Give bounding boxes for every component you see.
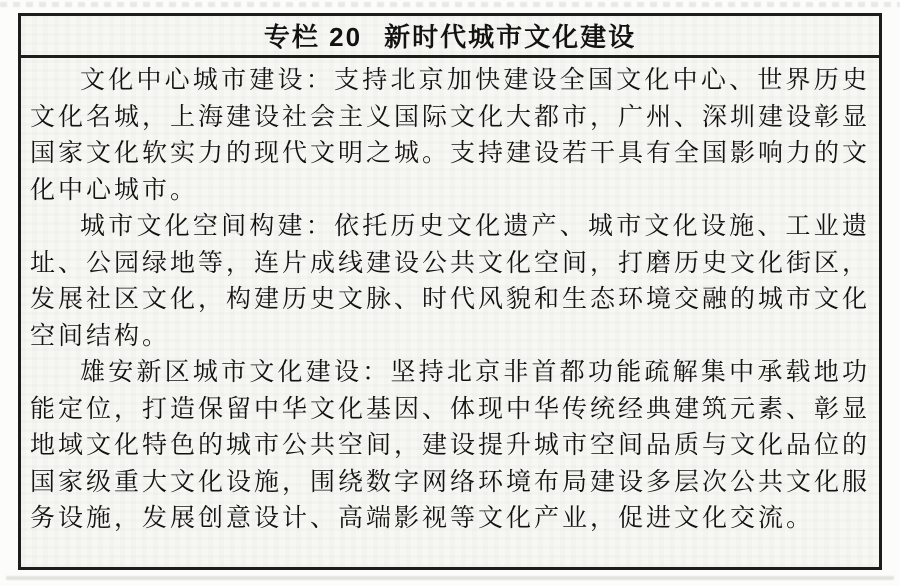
paragraph-cultural-center-cities: 文化中心城市建设：支持北京加快建设全国文化中心、世界历史文化名城，上海建设社会主义国际文化大都市，广州、深圳建设彰显国家文化软实力的现代文明之城。支持建设若干具有全国影响力的文化中心城市。: [30, 67, 871, 204]
panel-title-label: 专栏 20: [263, 22, 363, 52]
panel-title-text: 新时代城市文化建设: [384, 22, 637, 52]
scan-artifact-bottom: [6, 576, 894, 580]
paragraph-xiongan-new-area: 雄安新区城市文化建设：坚持北京非首都功能疏解集中承载地功能定位，打造保留中华文化基因、体现中华传统经典建筑元素、彰显地域文化特色的城市公共空间，建设提升城市空间品质与文化品位的国家级重大文化设施，围绕数字网络环境布局建设多层次公共文化服务设施，发展创意设计、高端影视等文化产业，促进文化交流。: [30, 359, 871, 532]
panel-body: [21, 58, 879, 538]
scan-artifact-top: [0, 2, 900, 7]
column-box-20: [18, 13, 882, 570]
paragraph-urban-cultural-space: 城市文化空间构建：依托历史文化遗产、城市文化设施、工业遗址、公园绿地等，连片成线建设公共文化空间，打磨历史文化街区，发展社区文化，构建历史文脉、时代风貌和生态环境交融的城市文化空间结构。: [30, 213, 871, 350]
panel-title: [21, 16, 879, 58]
